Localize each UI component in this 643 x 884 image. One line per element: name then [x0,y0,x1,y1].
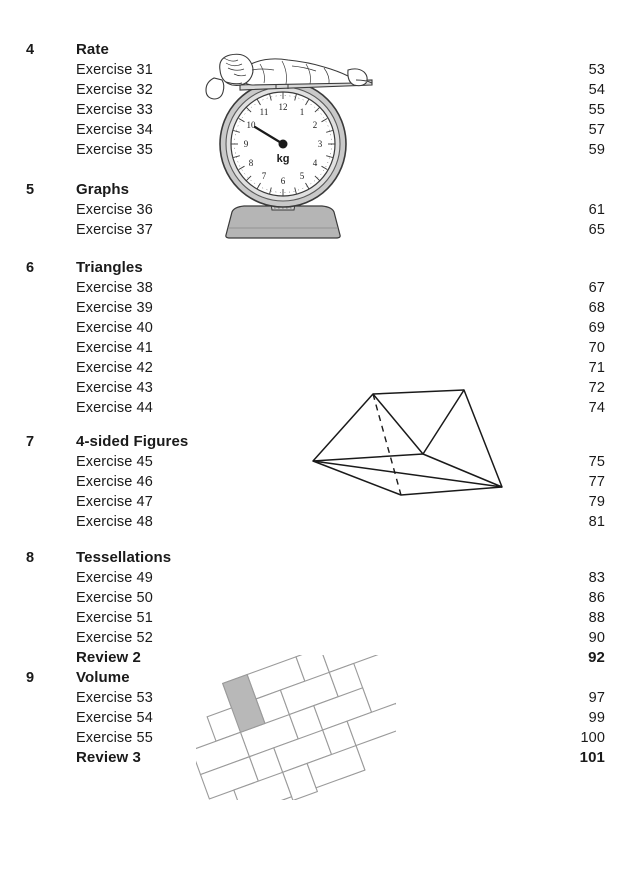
page-number: 72 [588,380,605,396]
chapter-section [0,548,643,668]
exercise-label[interactable]: Exercise 49 [76,570,153,586]
exercise-label[interactable]: Exercise 44 [76,400,153,416]
toc-entry-row[interactable] [0,278,643,298]
svg-text:6: 6 [280,176,286,186]
dial-unit-label: kg [276,153,290,165]
toc-entry-row[interactable] [0,608,643,628]
exercise-label[interactable]: Exercise 46 [76,474,153,490]
dial-hub [279,140,288,149]
exercise-label[interactable]: Exercise 41 [76,340,153,356]
page-number: 71 [588,360,605,376]
exercise-label[interactable]: Exercise 32 [76,82,153,98]
page-number: 100 [580,730,605,746]
chapter-number: 9 [26,670,35,686]
toc-entry-row[interactable] [0,512,643,532]
exercise-label[interactable]: Exercise 50 [76,590,153,606]
exercise-label[interactable]: Exercise 43 [76,380,153,396]
page-number: 54 [588,82,605,98]
svg-text:5: 5 [299,171,305,181]
svg-text:7: 7 [261,171,267,181]
page-number: 92 [588,649,605,666]
page-number: 70 [588,340,605,356]
exercise-label[interactable]: Exercise 55 [76,730,153,746]
chapter-number: 7 [26,434,35,450]
chapter-number: 4 [26,42,35,58]
page-number: 75 [588,454,605,470]
exercise-label[interactable]: Exercise 51 [76,610,153,626]
exercise-label[interactable]: Exercise 54 [76,710,153,726]
scale-base [226,206,340,238]
page-number: 53 [588,62,605,78]
toc-entry-row[interactable] [0,338,643,358]
exercise-label[interactable]: Exercise 45 [76,454,153,470]
page-number: 88 [588,610,605,626]
toc-entry-row[interactable] [0,588,643,608]
exercise-label[interactable]: Exercise 48 [76,514,153,530]
exercise-label[interactable]: Exercise 40 [76,320,153,336]
toc-entry-row[interactable] [0,568,643,588]
chapter-title[interactable]: Tessellations [76,549,172,566]
page-number: 97 [588,690,605,706]
chapter-title[interactable]: 4-sided Figures [76,433,189,450]
exercise-label[interactable]: Exercise 42 [76,360,153,376]
chapter-title[interactable]: Volume [76,669,130,686]
exercise-label[interactable]: Exercise 38 [76,280,153,296]
exercise-label[interactable]: Exercise 47 [76,494,153,510]
page-number: 61 [588,202,605,218]
exercise-label[interactable]: Exercise 52 [76,630,153,646]
svg-text:9: 9 [243,139,249,149]
svg-text:12: 12 [278,102,288,112]
chapter-heading-row [0,258,643,278]
exercise-label[interactable]: Exercise 33 [76,102,153,118]
svg-text:4: 4 [312,158,318,168]
exercise-label[interactable]: Exercise 31 [76,62,153,78]
page-number: 67 [588,280,605,296]
tessellation-bricks [196,655,396,800]
chapter-title[interactable]: Triangles [76,259,143,276]
svg-text:8: 8 [248,158,254,168]
page-number: 83 [588,570,605,586]
page-number: 101 [579,749,605,766]
chapter-number: 8 [26,550,35,566]
svg-text:11: 11 [259,107,269,117]
page-number: 68 [588,300,605,316]
prism-hidden-edges [373,394,401,495]
svg-text:2: 2 [312,120,318,130]
svg-text:3: 3 [317,139,323,149]
tessellation-illustration [196,655,396,805]
page-number: 99 [588,710,605,726]
chapter-heading-row [0,548,643,568]
page-number: 79 [588,494,605,510]
chapter-number: 6 [26,260,35,276]
page-number: 90 [588,630,605,646]
page-number: 86 [588,590,605,606]
exercise-label[interactable]: Exercise 53 [76,690,153,706]
toc-entry-row[interactable] [0,298,643,318]
svg-text:10: 10 [246,120,256,130]
review-label[interactable]: Review 2 [76,649,142,666]
page-number: 77 [588,474,605,490]
page-number: 74 [588,400,605,416]
page-number: 81 [588,514,605,530]
triangular-prism-illustration [296,368,526,503]
review-label[interactable]: Review 3 [76,749,142,766]
toc-entry-row[interactable] [0,318,643,338]
exercise-label[interactable]: Exercise 36 [76,202,153,218]
page-number: 57 [588,122,605,138]
page-number: 65 [588,222,605,238]
chapter-number: 5 [26,182,35,198]
page-number: 55 [588,102,605,118]
svg-text:1: 1 [299,107,305,117]
exercise-label[interactable]: Exercise 34 [76,122,153,138]
page-number: 69 [588,320,605,336]
chapter-title[interactable]: Graphs [76,181,130,198]
prism-solid-edges [313,390,502,495]
chapter-title[interactable]: Rate [76,41,109,58]
exercise-label[interactable]: Exercise 37 [76,222,153,238]
page-number: 59 [588,142,605,158]
weighing-scale-illustration [196,52,376,247]
toc-entry-row[interactable] [0,628,643,648]
exercise-label[interactable]: Exercise 35 [76,142,153,158]
exercise-label[interactable]: Exercise 39 [76,300,153,316]
